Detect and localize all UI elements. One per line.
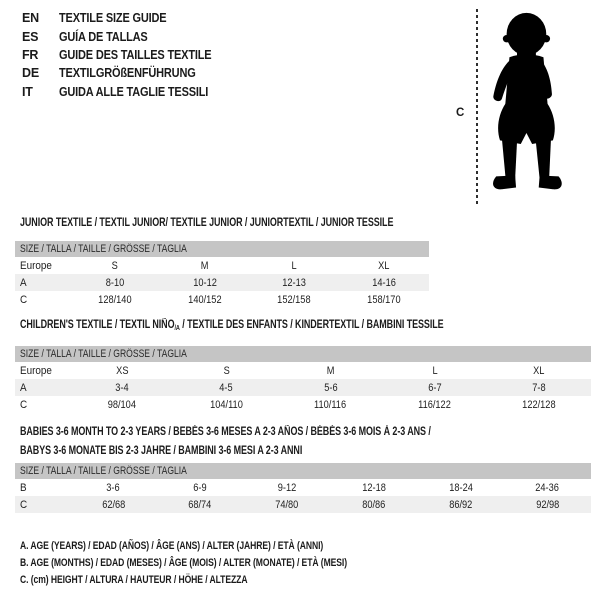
size-cell: L	[432, 364, 438, 377]
row-label: C	[20, 498, 28, 511]
size-cell: XL	[533, 364, 545, 377]
legend-line-c: C. (cm) HEIGHT / ALTURA / HAUTEUR / HÖHE / ALTEZZA	[20, 574, 248, 587]
size-cell: L	[291, 259, 297, 272]
lang-code: DE	[22, 66, 39, 81]
size-cell: XS	[115, 364, 129, 377]
lang-row-en	[22, 9, 232, 27]
size-cell: 140/152	[187, 293, 222, 306]
children-size-table	[15, 346, 591, 413]
size-cell: 158/170	[367, 293, 401, 306]
row-label: B	[20, 481, 27, 494]
size-cell: 18-24	[448, 481, 473, 494]
children-section-heading: CHILDREN'S TEXTILE / TEXTIL $NIÑO_{/A}$ / TEXTILE DES ENFANTS / KINDERTEXTIL / BAMBINI TESSILE	[20, 319, 444, 332]
size-band: SIZE / TALLA / TAILLE / GRÖSSE / TAGLIA	[15, 346, 591, 362]
size-cell: 7-8	[532, 381, 546, 394]
lang-code: FR	[22, 47, 39, 62]
junior-section-heading: JUNIOR TEXTILE / TEXTIL JUNIOR/ TEXTILE JUNIOR / JUNIORTEXTIL / JUNIOR TESSILE	[20, 217, 394, 229]
row-label: Europe	[20, 364, 52, 377]
size-cell: 62/68	[101, 498, 125, 511]
size-cell: 4-5	[219, 381, 233, 394]
lang-row-fr	[22, 46, 232, 64]
babies-section-heading: BABIES 3-6 MONTH TO 2-3 YEARS / BEBÉS 3-6 MESES A 2-3 AÑOS / BÉBÉS 3-6 MOIS À 2-3 ANS / BABYS 3-6 MONATE BIS 2-3 JAHRE / BAMBINI 3-6 MESI A 2-3 ANNI	[20, 426, 431, 457]
lang-row-it	[22, 83, 232, 101]
lang-code: EN	[22, 11, 39, 26]
legend-line-b: B. AGE (MONTHS) / EDAD (MESES) / ÂGE (MOIS) / ALTER (MONATE) / ETÀ (MESI)	[20, 557, 348, 570]
size-cell: 9-12	[277, 481, 297, 494]
size-cell: S	[223, 364, 230, 377]
size-cell: 10-12	[192, 276, 217, 289]
size-cell: XL	[378, 259, 390, 272]
size-cell: 14-16	[372, 276, 396, 289]
lang-title: TEXTILGRÖßENFÜHRUNG	[59, 66, 196, 81]
table-row	[15, 362, 591, 379]
size-cell: 24-36	[535, 481, 560, 494]
size-cell: 12-13	[282, 276, 307, 289]
table-row	[15, 479, 591, 496]
size-cell: 110/116	[314, 398, 347, 411]
row-label: A	[20, 381, 27, 394]
size-cell: 6-9	[193, 481, 207, 494]
lang-title: GUIDA ALLE TAGLIE TESSILI	[59, 84, 209, 99]
measurement-legend	[20, 537, 439, 589]
size-cell: 80/86	[362, 498, 386, 511]
baby-silhouette-icon	[483, 11, 568, 205]
size-cell: 152/158	[277, 293, 312, 306]
language-title-list	[22, 9, 232, 101]
lang-row-de	[22, 64, 232, 82]
table-row	[15, 257, 429, 274]
size-cell: 98/104	[107, 398, 137, 411]
lang-row-es	[22, 27, 232, 45]
size-cell: 74/80	[275, 498, 299, 511]
table-row	[15, 291, 429, 308]
size-cell: 6-7	[428, 381, 442, 394]
lang-code: IT	[22, 84, 33, 99]
heading-subscript: /A	[174, 324, 180, 332]
junior-size-table	[15, 241, 429, 308]
row-label: A	[20, 276, 27, 289]
size-cell: 5-6	[323, 381, 338, 394]
lang-code: ES	[22, 29, 39, 44]
height-measure-dashed-line	[476, 9, 478, 207]
size-cell: 3-4	[115, 381, 129, 394]
row-label: C	[20, 293, 28, 306]
height-measure-label: C	[456, 107, 465, 119]
size-cell: 86/92	[449, 498, 473, 511]
size-cell: M	[200, 259, 209, 272]
size-band: SIZE / TALLA / TAILLE / GRÖSSE / TAGLIA	[15, 463, 591, 479]
size-cell: M	[326, 364, 335, 377]
table-row	[15, 274, 429, 291]
size-cell: 128/140	[98, 293, 132, 306]
lang-title: GUIDE DES TAILLES TEXTILE	[59, 47, 212, 62]
size-cell: 122/128	[522, 398, 556, 411]
size-cell: 12-18	[362, 481, 386, 494]
row-label: C	[20, 398, 28, 411]
babies-size-table	[15, 463, 591, 513]
size-cell: 104/110	[209, 398, 243, 411]
lang-title: TEXTILE SIZE GUIDE	[59, 11, 167, 26]
row-label: Europe	[20, 259, 52, 272]
size-cell: 92/98	[535, 498, 560, 511]
size-cell: 116/122	[418, 398, 452, 411]
table-row	[15, 379, 591, 396]
lang-title: GUÍA DE TALLAS	[59, 29, 148, 44]
legend-line-a: A. AGE (YEARS) / EDAD (AÑOS) / ÂGE (ANS) / ALTER (JAHRE) / ETÀ (ANNI)	[20, 539, 324, 552]
size-cell: 3-6	[106, 481, 121, 494]
table-row	[15, 496, 591, 513]
size-cell: 8-10	[105, 276, 125, 289]
table-row	[15, 396, 591, 413]
size-band: SIZE / TALLA / TAILLE / GRÖSSE / TAGLIA	[15, 241, 429, 257]
size-cell: 68/74	[188, 498, 212, 511]
size-cell: S	[111, 259, 118, 272]
